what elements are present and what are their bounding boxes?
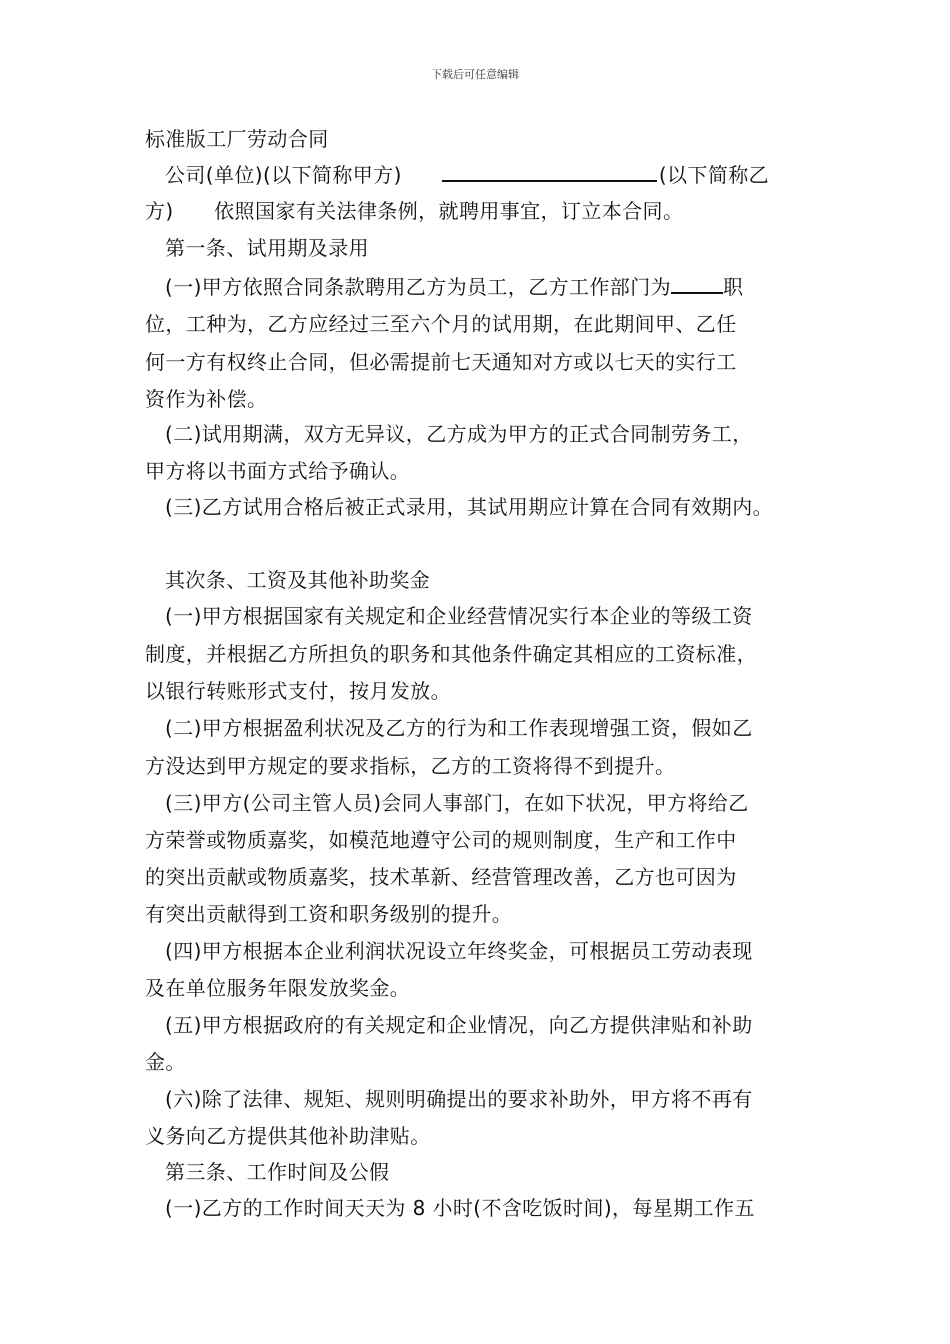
article-2-p2-line-1: (二)甲方根据盈利状况及乙方的行为和工作表现增强工资，假如乙 xyxy=(165,716,753,740)
document-title: 标准版工厂劳动合同 xyxy=(145,127,329,151)
article-1-p1-line-4: 资作为补偿。 xyxy=(145,387,268,411)
article-1-p1-line-3: 何一方有权终止合同，但必需提前七天通知对方或以七天的实行工 xyxy=(145,350,737,374)
department-blank[interactable] xyxy=(671,272,723,294)
intro-party-a-text: 公司(单位)(以下简称甲方) xyxy=(165,163,402,187)
article-2-p3-line-2: 方荣誉或物质嘉奖，如模范地遵守公司的规则制度，生产和工作中 xyxy=(145,828,737,852)
article-2-p4-line-2: 及在单位服务年限发放奖金。 xyxy=(145,976,411,1000)
article-2-heading: 其次条、工资及其他补助奖金 xyxy=(165,568,431,592)
article-2-p4-line-1: (四)甲方根据本企业利润状况设立年终奖金，可根据员工劳动表现 xyxy=(165,939,753,963)
article-2-p3-line-1: (三)甲方(公司主管人员)会同人事部门，在如下状况，甲方将给乙 xyxy=(165,791,749,815)
party-b-name-blank[interactable] xyxy=(442,160,657,182)
article-2-p1-line-3: 以银行转账形式支付，按月发放。 xyxy=(145,679,451,703)
article-3-p1-line-1: (一)乙方的工作时间天天为 8 小时(不含吃饭时间)，每星期工作五 xyxy=(165,1196,755,1220)
article-1-p1-line-1 xyxy=(165,272,845,300)
article-3-heading: 第三条、工作时间及公假 xyxy=(165,1160,390,1184)
article-1-p2-line-2: 甲方将以书面方式给予确认。 xyxy=(145,459,411,483)
intro-party-b-text: (以下简称乙 xyxy=(658,163,770,187)
article-2-p3-line-3: 的突出贡献或物质嘉奖，技术革新、经营管理改善，乙方也可因为 xyxy=(145,865,737,889)
intro-line-2: 方) 依照国家有关法律条例，就聘用事宜，订立本合同。 xyxy=(145,199,684,223)
article-2-p5-line-2: 金。 xyxy=(145,1050,186,1074)
article-2-p1-line-1: (一)甲方根据国家有关规定和企业经营情况实行本企业的等级工资 xyxy=(165,604,753,628)
intro-line-1 xyxy=(165,160,845,188)
article-1-p1-text: (一)甲方依照合同条款聘用乙方为员工，乙方工作部门为 xyxy=(165,275,672,299)
article-2-p6-line-1: (六)除了法律、规矩、规则明确提出的要求补助外，甲方将不再有 xyxy=(165,1087,753,1111)
article-2-p1-line-2: 制度，并根据乙方所担负的职务和其他条件确定其相应的工资标准， xyxy=(145,642,757,666)
article-2-p5-line-1: (五)甲方根据政府的有关规定和企业情况，向乙方提供津贴和补助 xyxy=(165,1013,753,1037)
article-1-p3-line-1: (三)乙方试用合格后被正式录用，其试用期应计算在合同有效期内。 xyxy=(165,495,774,519)
page-header-note: 下载后可任意编辑 xyxy=(431,68,519,81)
article-1-p2-line-1: (二)试用期满，双方无异议，乙方成为甲方的正式合同制劳务工， xyxy=(165,422,753,446)
article-1-heading: 第一条、试用期及录用 xyxy=(165,236,369,260)
article-2-p3-line-4: 有突出贡献得到工资和职务级别的提升。 xyxy=(145,902,513,926)
article-2-p6-line-2: 义务向乙方提供其他补助津贴。 xyxy=(145,1124,431,1148)
article-1-p1-line-2: 位，工种为，乙方应经过三至六个月的试用期，在此期间甲、乙任 xyxy=(145,312,737,336)
article-2-p2-line-2: 方没达到甲方规定的要求指标，乙方的工资将得不到提升。 xyxy=(145,754,676,778)
article-1-p1-position: 职 xyxy=(723,275,744,299)
